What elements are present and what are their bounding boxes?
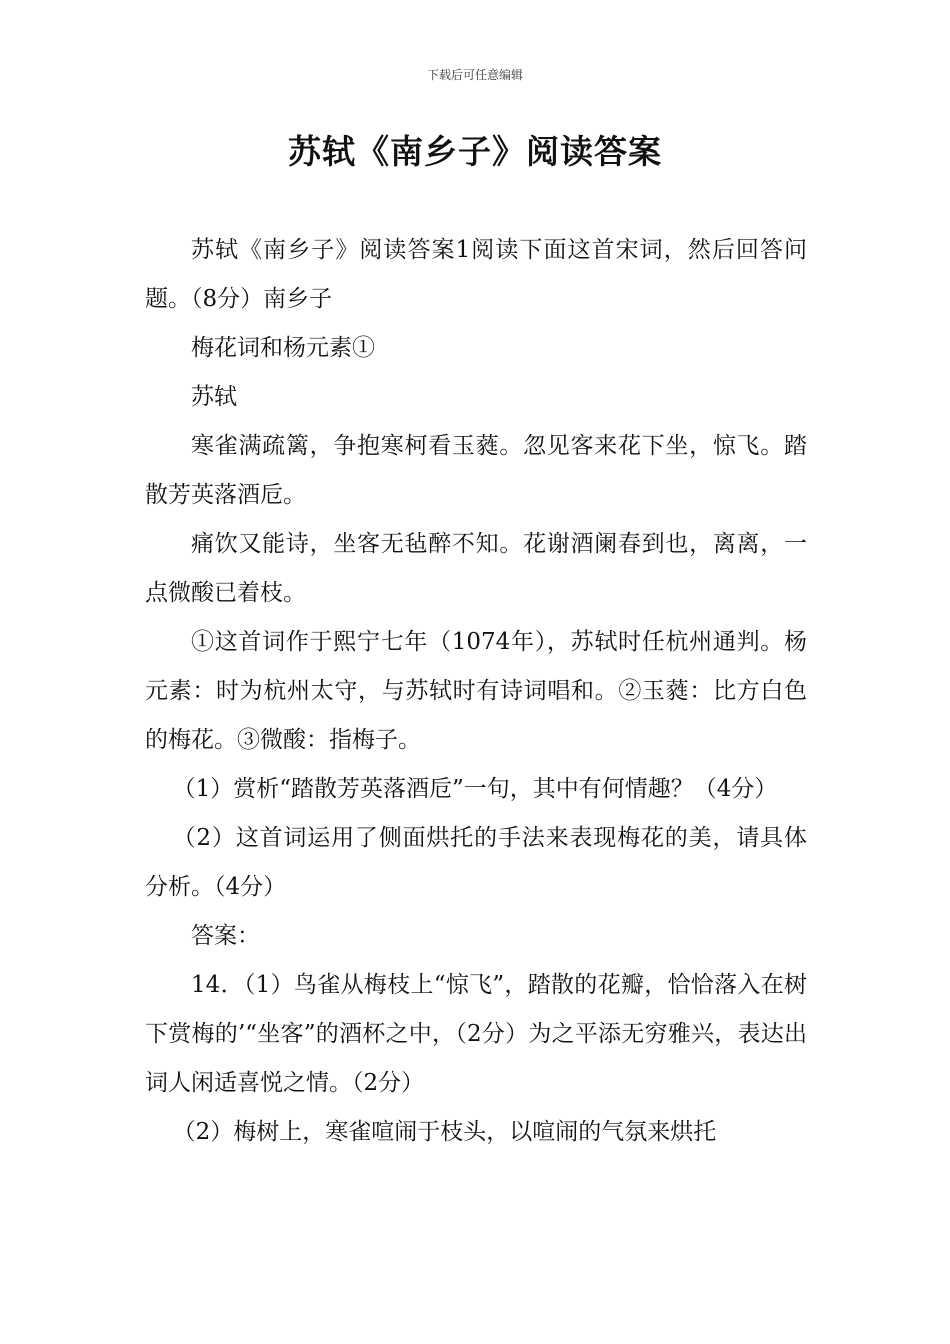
- question-1: （1）赏析“踏散芳英落酒卮”一句，其中有何情趣？（4分）: [172, 776, 778, 802]
- poem-stanza-2: 痛饮又能诗，坐客无毡醉不知。花谢酒阑春到也，离离，一点微酸已着枝。: [145, 531, 807, 606]
- document-title: 苏轼《南乡子》阅读答案: [288, 132, 662, 171]
- poem-author: 苏轼: [191, 384, 237, 410]
- question-2: （2）这首词运用了侧面烘托的手法来表现梅花的美，请具体分析。（4分）: [145, 825, 807, 900]
- poem-notes: ①这首词作于熙宁七年（1074年），苏轼时任杭州通判。杨元素：时为杭州太守，与苏轼时有诗词唱和。②玉蕤：比方白色的梅花。③微酸：指梅子。: [145, 629, 807, 753]
- document-body: [145, 226, 807, 1157]
- poem-stanza-1: 寒雀满疏篱，争抱寒柯看玉蕤。忽见客来花下坐，惊飞。踏散芳英落酒卮。: [145, 433, 807, 508]
- header-note: 下载后可任意编辑: [426, 68, 523, 82]
- intro-paragraph: 苏轼《南乡子》阅读答案1阅读下面这首宋词，然后回答问题。（8分）南乡子: [145, 237, 807, 312]
- answer-heading: 答案：: [191, 923, 260, 949]
- answer-1: 14．（1）鸟雀从梅枝上“惊飞”，踏散的花瓣，恰恰落入在树下赏梅的’“坐客”的酒杯之中，（2分）为之平添无穷雅兴，表达出词人闲适喜悦之情。（2分）: [145, 972, 807, 1096]
- poem-subtitle: 梅花词和杨元素①: [191, 335, 375, 361]
- answer-2: （2）梅树上，寒雀喧闹于枝头，以喧闹的气氛来烘托: [172, 1119, 717, 1145]
